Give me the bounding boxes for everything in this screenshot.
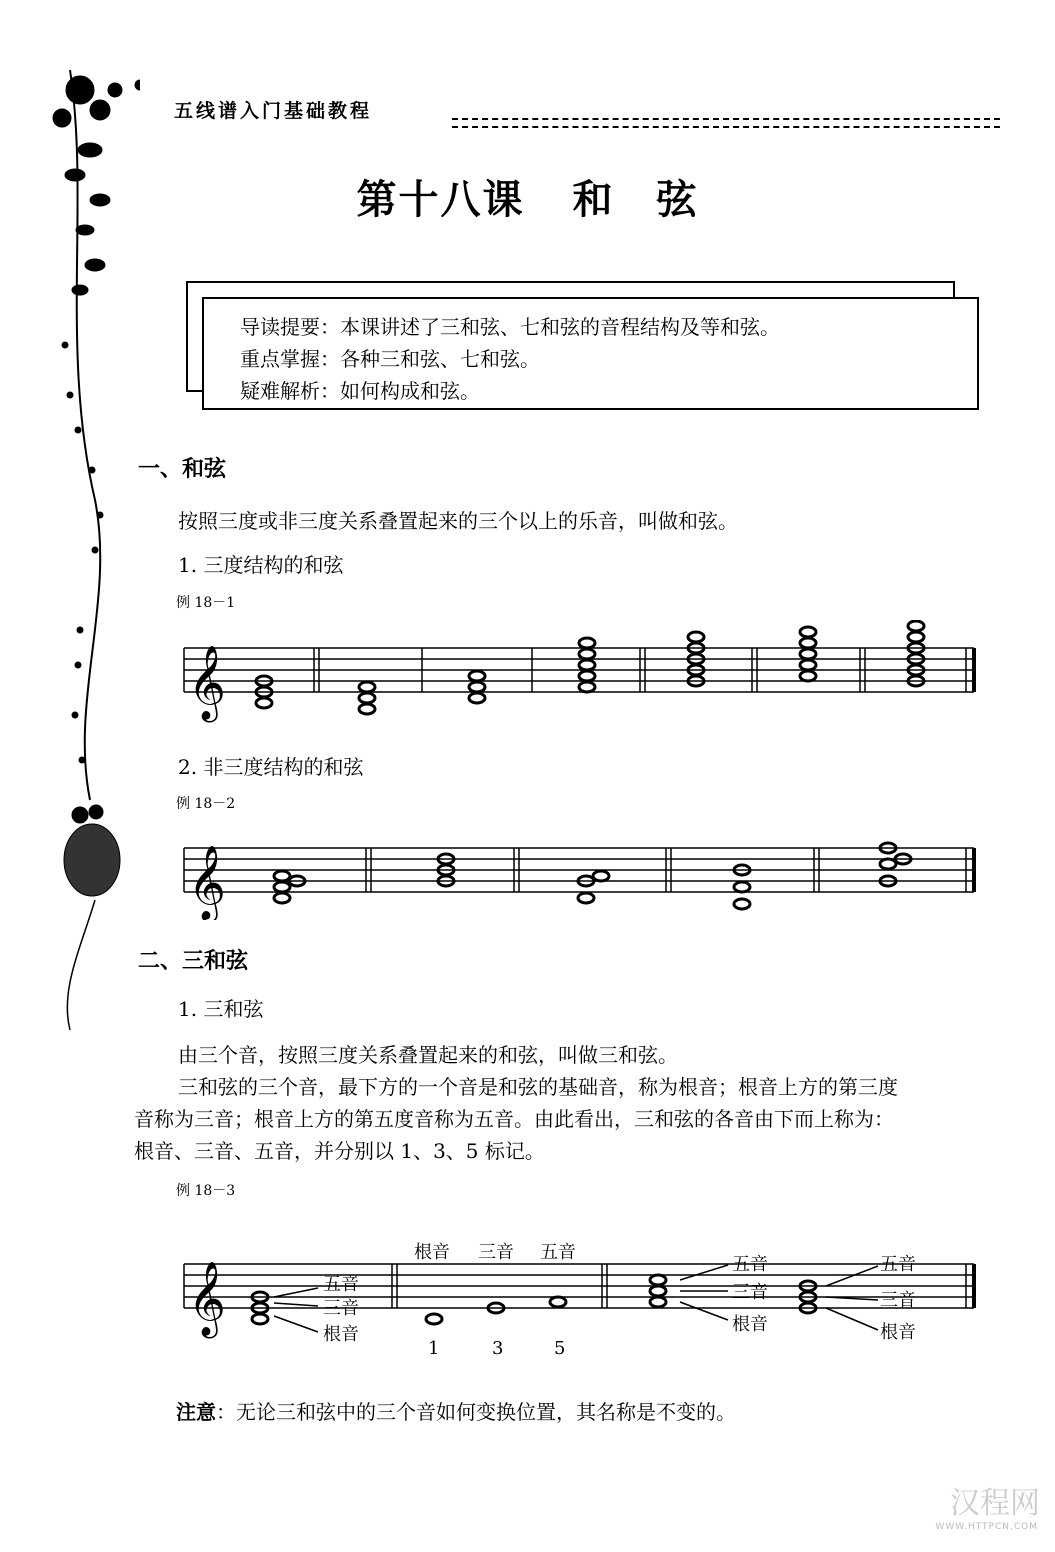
watermark-text: 汉程网 bbox=[950, 1486, 1040, 1521]
example-label: 例 18－3 bbox=[176, 1183, 236, 1199]
example-label: 例 18－2 bbox=[176, 796, 236, 812]
subheading-triad: 1. 三和弦 bbox=[178, 997, 264, 1021]
book-title: 五线谱入门基础教程 bbox=[174, 100, 373, 122]
guide-difficulties: 疑难解析：如何构成和弦。 bbox=[240, 379, 480, 403]
section-heading-triad: 二、三和弦 bbox=[138, 948, 249, 974]
label-fifth: 五音 bbox=[323, 1274, 359, 1295]
staff-example-18-1 bbox=[178, 620, 978, 730]
triad-explanation-line2: 音称为三音；根音上方的第五度音称为五音。由此看出，三和弦的各音由下而上称为： bbox=[134, 1107, 894, 1131]
label-fifth-inv1: 五音 bbox=[732, 1254, 768, 1275]
triad-definition: 由三个音，按照三度关系叠置起来的和弦，叫做三和弦。 bbox=[178, 1043, 678, 1067]
staff-example-18-2 bbox=[178, 820, 978, 920]
note-text: ：无论三和弦中的三个音如何变换位置，其名称是不变的。 bbox=[216, 1400, 736, 1424]
watermark bbox=[870, 1478, 1050, 1538]
note bbox=[176, 1396, 736, 1425]
label-root-inv1: 根音 bbox=[732, 1314, 768, 1335]
label-fifth-inv2: 五音 bbox=[880, 1254, 916, 1275]
svg-text:𝄞: 𝄞 bbox=[188, 846, 226, 920]
label-third-inv1: 三音 bbox=[732, 1282, 768, 1303]
watermark-url: WWW.HTTPCN.COM bbox=[935, 1522, 1038, 1532]
section-heading-chord: 一、和弦 bbox=[138, 456, 227, 482]
label-root-inv2: 根音 bbox=[880, 1322, 916, 1343]
triad-explanation-line3: 根音、三音、五音，并分别以 1、3、5 标记。 bbox=[134, 1139, 545, 1163]
guide-summary: 导读提要：本课讲述了三和弦、七和弦的音程结构及等和弦。 bbox=[240, 315, 780, 339]
note-label: 注意 bbox=[176, 1400, 216, 1424]
label-third: 三音 bbox=[323, 1298, 359, 1319]
triad-explanation-line1: 三和弦的三个音，最下方的一个音是和弦的基础音，称为根音；根音上方的第三度 bbox=[178, 1075, 898, 1099]
treble-clef-icon: 𝄞 bbox=[188, 646, 226, 720]
guide-key-points: 重点掌握：各种三和弦、七和弦。 bbox=[240, 347, 540, 371]
label-num-5: 5 bbox=[554, 1338, 566, 1359]
page-title bbox=[0, 168, 1055, 225]
staff-example-18-3 bbox=[178, 1230, 978, 1370]
subheading-non-tertian: 2. 非三度结构的和弦 bbox=[178, 755, 364, 779]
lesson-number: 第十八课 bbox=[356, 177, 525, 223]
header-divider bbox=[452, 118, 1000, 128]
svg-text:𝄞: 𝄞 bbox=[188, 1262, 226, 1336]
label-fifth-top: 五音 bbox=[540, 1242, 576, 1263]
label-num-1: 1 bbox=[428, 1338, 440, 1359]
floral-border-decoration bbox=[0, 0, 140, 1040]
label-third-top: 三音 bbox=[478, 1242, 514, 1263]
chord-definition: 按照三度或非三度关系叠置起来的三个以上的乐音，叫做和弦。 bbox=[178, 509, 738, 533]
label-num-3: 3 bbox=[492, 1338, 504, 1359]
label-root: 根音 bbox=[323, 1324, 359, 1345]
label-third-inv2: 三音 bbox=[880, 1290, 916, 1311]
lesson-topic: 和 弦 bbox=[572, 177, 699, 223]
label-root-top: 根音 bbox=[414, 1242, 450, 1263]
example-label: 例 18－1 bbox=[176, 595, 236, 611]
subheading-tertian: 1. 三度结构的和弦 bbox=[178, 553, 344, 577]
